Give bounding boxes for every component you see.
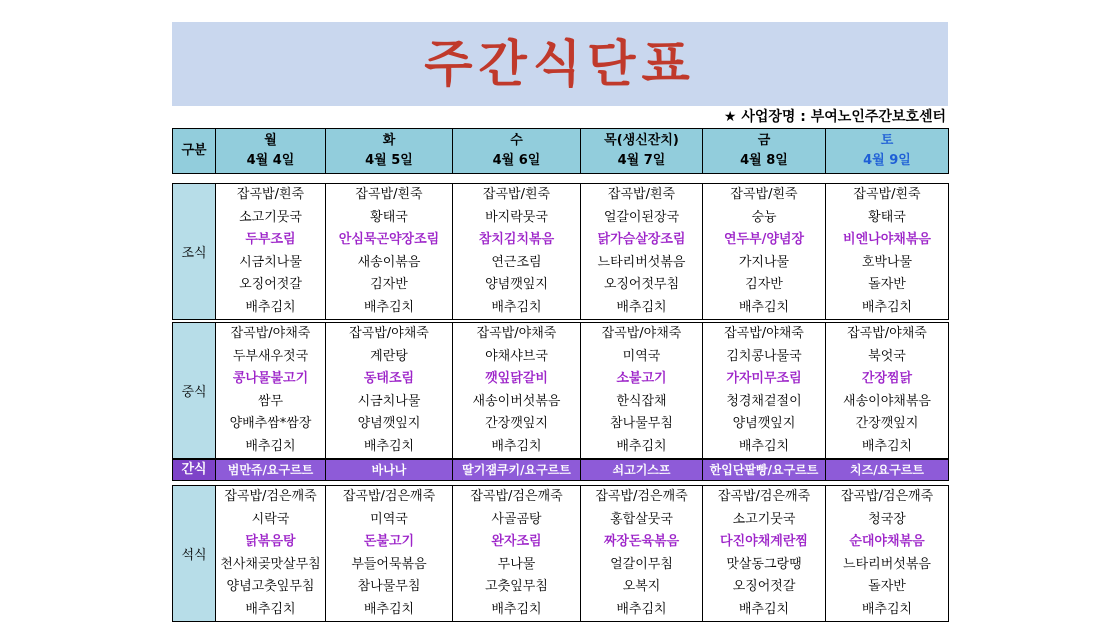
page-title: 주간식단표: [424, 35, 696, 93]
dinner-table: [172, 485, 949, 622]
breakfast-mon: 잡곡밥/흰죽 소고기뭇국 두부조림 시금치나물 오징어젓갈 배추김치: [216, 184, 326, 320]
header-day-mon: 월 4월 4일: [216, 129, 326, 174]
dinner-tue: 잡곡밥/검은깨죽 미역국 돈불고기 부들어묵볶음 참나물무침 배추김치: [326, 486, 453, 622]
snack-tue: 바나나: [326, 460, 453, 481]
dinner-label: 석식: [173, 486, 216, 622]
header-day-wed: 수 4월 6일: [453, 129, 581, 174]
breakfast-label: 조식: [173, 184, 216, 320]
lunch-thu: 잡곡밥/야채죽 미역국 소불고기 한식잡채 참나물무침 배추김치: [581, 323, 703, 459]
lunch-mon: 잡곡밥/야채죽 두부새우젓국 콩나물불고기 쌈무 양배추쌈*쌈장 배추김치: [216, 323, 326, 459]
breakfast-wed: 잡곡밥/흰죽 바지락뭇국 참치김치볶음 연근조림 양념깻잎지 배추김치: [453, 184, 581, 320]
header-day-sat: 토 4월 9일: [826, 129, 949, 174]
breakfast-tue: 잡곡밥/흰죽 황태국 안심묵곤약장조림 새송이볶음 김자반 배추김치: [326, 184, 453, 320]
breakfast-table: [172, 183, 949, 320]
snack-wed: 딸기잼쿠키/요구르트: [453, 460, 581, 481]
snack-sat: 치즈/요구르트: [826, 460, 949, 481]
snack-table: [172, 459, 949, 481]
snack-thu: 쇠고기스프: [581, 460, 703, 481]
lunch-tue: 잡곡밥/야채죽 계란탕 동태조림 시금치나물 양념깻잎지 배추김치: [326, 323, 453, 459]
dinner-sat: 잡곡밥/검은깨죽 청국장 순대야채볶음 느타리버섯볶음 돌자반 배추김치: [826, 486, 949, 622]
header-label: 구분: [173, 129, 216, 174]
breakfast-fri: 잡곡밥/흰죽 숭늉 연두부/양념장 가지나물 김자반 배추김치: [703, 184, 826, 320]
dinner-fri: 잡곡밥/검은깨죽 소고기뭇국 다진야채계란찜 맛살동그랑땡 오징어젓갈 배추김치: [703, 486, 826, 622]
header-day-thu: 목(생신잔치) 4월 7일: [581, 129, 703, 174]
dinner-mon: 잡곡밥/검은깨죽 시락국 닭볶음탕 천사채곶맛살무침 양념고춧잎무침 배추김치: [216, 486, 326, 622]
snack-mon: 범만쥬/요구르트: [216, 460, 326, 481]
header-day-tue: 화 4월 5일: [326, 129, 453, 174]
lunch-sat: 잡곡밥/야채죽 북엇국 간장찜닭 새송이야채볶음 간장깻잎지 배추김치: [826, 323, 949, 459]
header-table: [172, 128, 949, 174]
organization-name: ★ 사업장명 : 부여노인주간보호센터: [723, 109, 946, 125]
header-day-fri: 금 4월 8일: [703, 129, 826, 174]
lunch-wed: 잡곡밥/야채죽 야채샤브국 깻잎닭갈비 새송이버섯볶음 간장깻잎지 배추김치: [453, 323, 581, 459]
breakfast-sat: 잡곡밥/흰죽 황태국 비엔나야채볶음 호박나물 돌자반 배추김치: [826, 184, 949, 320]
snack-label: 간식: [173, 460, 216, 481]
dinner-thu: 잡곡밥/검은깨죽 홍합살뭇국 짜장돈육볶음 얼갈이무침 오복지 배추김치: [581, 486, 703, 622]
dinner-wed: 잡곡밥/검은깨죽 사골곰탕 완자조림 무나물 고춧잎무침 배추김치: [453, 486, 581, 622]
snack-fri: 한입단팥빵/요구르트: [703, 460, 826, 481]
lunch-table: [172, 322, 949, 459]
lunch-fri: 잡곡밥/야채죽 김치콩나물국 가자미무조림 청경채겉절이 양념깻잎지 배추김치: [703, 323, 826, 459]
lunch-label: 중식: [173, 323, 216, 459]
breakfast-thu: 잡곡밥/흰죽 얼갈이된장국 닭가슴살장조림 느타리버섯볶음 오징어젓무침 배추김치: [581, 184, 703, 320]
